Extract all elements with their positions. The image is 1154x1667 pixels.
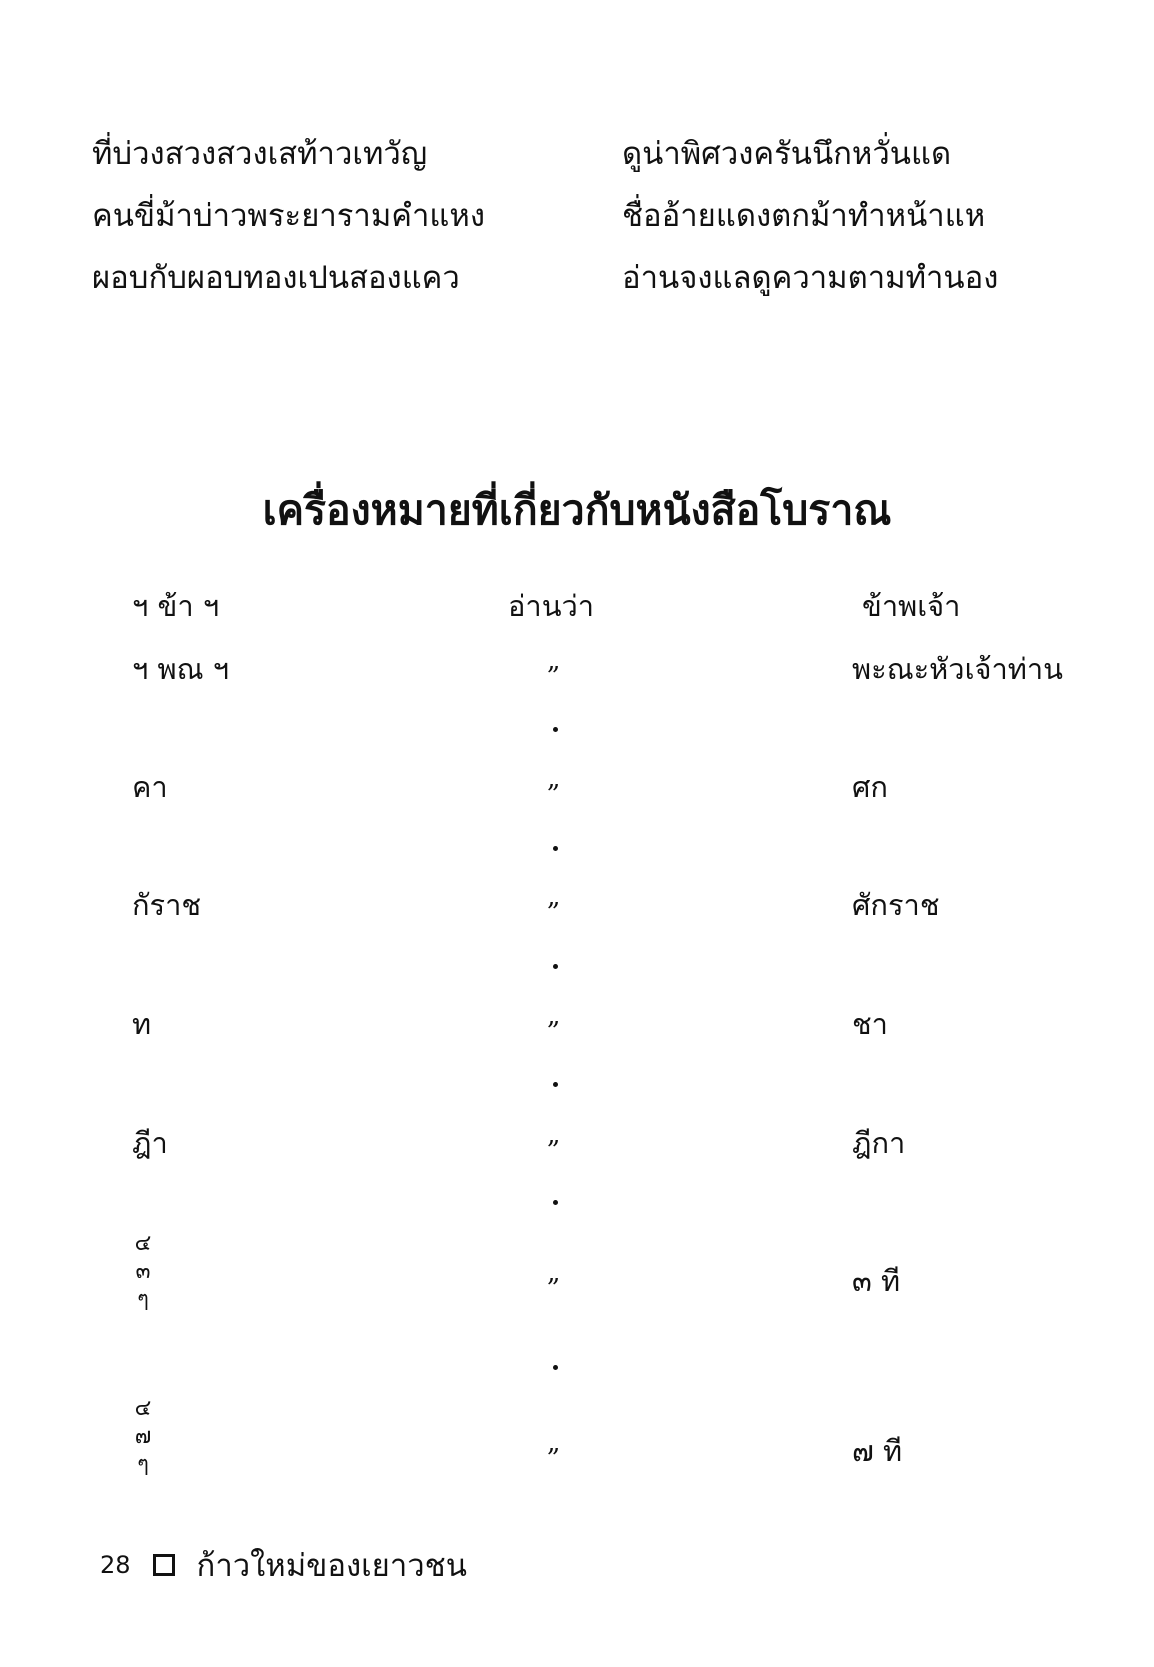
row-5-meaning: ฎีกา — [852, 1126, 906, 1160]
row-6-abbr-top: ๔ — [134, 1231, 152, 1256]
row-5-abbr: ฎีา — [132, 1126, 168, 1160]
row-2-meaning: ศก — [852, 770, 888, 804]
row-1-meaning: พะณะหัวเจ้าท่าน — [852, 652, 1063, 686]
header-abbr: ฯ ข้า ฯ — [132, 589, 220, 623]
row-6-ditto: „ — [547, 1258, 561, 1288]
header-meaning: ข้าพเจ้า — [862, 589, 961, 623]
verse-line-2-left: คนขี่ม้าบ่าวพระยารามคำแหง — [92, 198, 485, 234]
separator-dot — [553, 1200, 558, 1205]
separator-dot — [553, 1365, 558, 1370]
row-7-abbr-bottom: ๆ — [137, 1452, 149, 1477]
row-3-ditto: „ — [547, 882, 561, 912]
separator-dot — [553, 964, 558, 969]
separator-dot — [553, 846, 558, 851]
row-6-abbr-stack — [128, 1230, 158, 1314]
row-4-meaning: ชา — [852, 1007, 888, 1041]
header-reads-as: อ่านว่า — [508, 589, 595, 623]
separator-dot — [553, 1082, 558, 1087]
book-title: ก้าวใหม่ของเยาวชน — [196, 1548, 467, 1584]
row-3-abbr: กัราช — [132, 888, 202, 922]
verse-line-3-right: อ่านจงแลดูความตามทำนอง — [622, 260, 999, 296]
row-4-ditto: „ — [547, 1001, 561, 1031]
page-footer — [100, 1540, 467, 1590]
verse-line-1-left: ที่บ่วงสวงสวงเสท้าวเทวัญ — [92, 136, 428, 172]
row-6-abbr-mid: ๓ — [135, 1259, 151, 1284]
page-number: 28 — [100, 1551, 131, 1579]
verse-line-1-right: ดูน่าพิศวงครันนึกหวั่นแด — [622, 136, 952, 172]
row-7-abbr-stack — [128, 1395, 158, 1479]
separator-dot — [553, 727, 558, 732]
verse-line-2-right: ชื่ออ้ายแดงตกม้าทำหน้าแห — [622, 198, 986, 234]
row-5-ditto: „ — [547, 1120, 561, 1150]
row-7-abbr-top: ๔ — [134, 1396, 152, 1421]
square-icon — [153, 1554, 175, 1576]
row-7-abbr-mid: ๗ — [134, 1424, 152, 1449]
row-3-meaning: ศักราช — [852, 888, 940, 922]
row-2-ditto: „ — [547, 764, 561, 794]
row-6-abbr-bottom: ๆ — [137, 1287, 149, 1312]
row-7-ditto: „ — [547, 1428, 561, 1458]
row-1-ditto: „ — [547, 646, 561, 676]
row-4-abbr: ท — [132, 1007, 152, 1041]
row-1-abbr: ฯ พณ ฯ — [132, 652, 230, 686]
row-6-meaning: ๓ ที — [852, 1264, 901, 1298]
verse-line-3-left: ผอบกับผอบทองเปนสองแคว — [92, 260, 460, 296]
section-heading: เครื่องหมายที่เกี่ยวกับหนังสือโบราณ — [262, 486, 892, 534]
row-7-meaning: ๗ ที — [852, 1434, 903, 1468]
row-2-abbr: คา — [132, 770, 168, 804]
